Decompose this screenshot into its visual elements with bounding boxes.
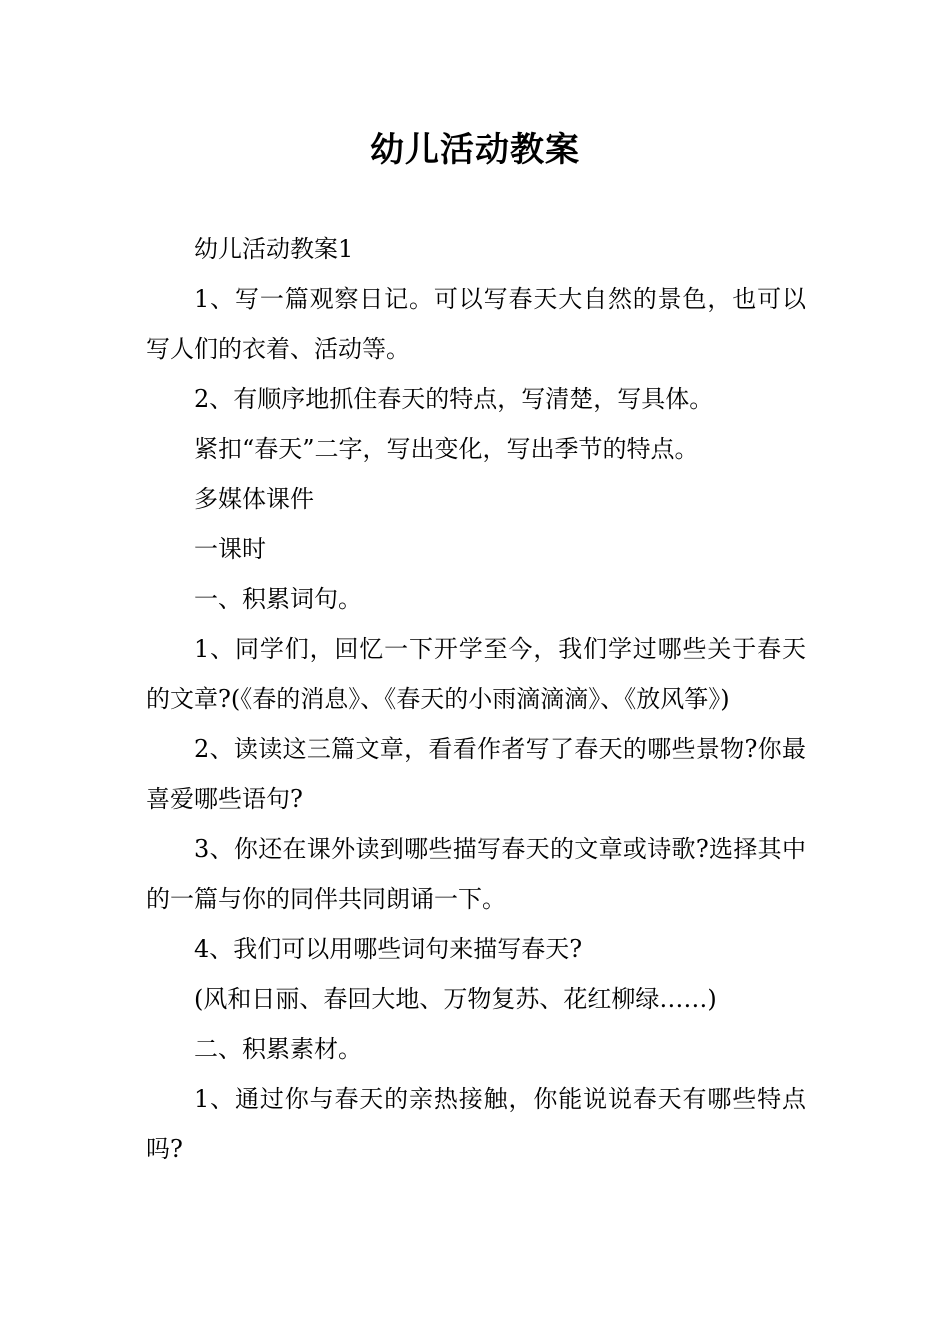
paragraph: 1、写一篇观察日记。可以写春天大自然的景色，也可以写人们的衣着、活动等。: [146, 285, 806, 363]
paragraph: 4、我们可以用哪些词句来描写春天?: [194, 935, 583, 963]
document-body: [146, 224, 806, 1174]
paragraph: 1、通过你与春天的亲热接触，你能说说春天有哪些特点吗?: [146, 1085, 806, 1163]
document-title: 幼儿活动教案: [370, 130, 580, 170]
paragraph: 1、同学们，回忆一下开学至今，我们学过哪些关于春天的文章?(《春的消息》、《春天的小雨滴滴滴》、《放风筝》): [146, 635, 806, 713]
paragraph: 2、读读这三篇文章，看看作者写了春天的哪些景物?你最喜爱哪些语句?: [146, 735, 806, 813]
paragraph: 一课时: [194, 535, 266, 563]
paragraph-subtitle: 幼儿活动教案1: [194, 235, 354, 263]
paragraph: 2、有顺序地抓住春天的特点，写清楚，写具体。: [194, 385, 714, 413]
section-heading: 二、积累素材。: [194, 1035, 362, 1063]
paragraph: 3、你还在课外读到哪些描写春天的文章或诗歌?选择其中的一篇与你的同伴共同朗诵一下。: [146, 835, 806, 913]
paragraph: (风和日丽、春回大地、万物复苏、花红柳绿……): [194, 985, 717, 1013]
paragraph: 紧扣“春天”二字，写出变化，写出季节的特点。: [194, 435, 699, 463]
section-heading: 一、积累词句。: [194, 585, 362, 613]
paragraph: 多媒体课件: [194, 485, 314, 513]
